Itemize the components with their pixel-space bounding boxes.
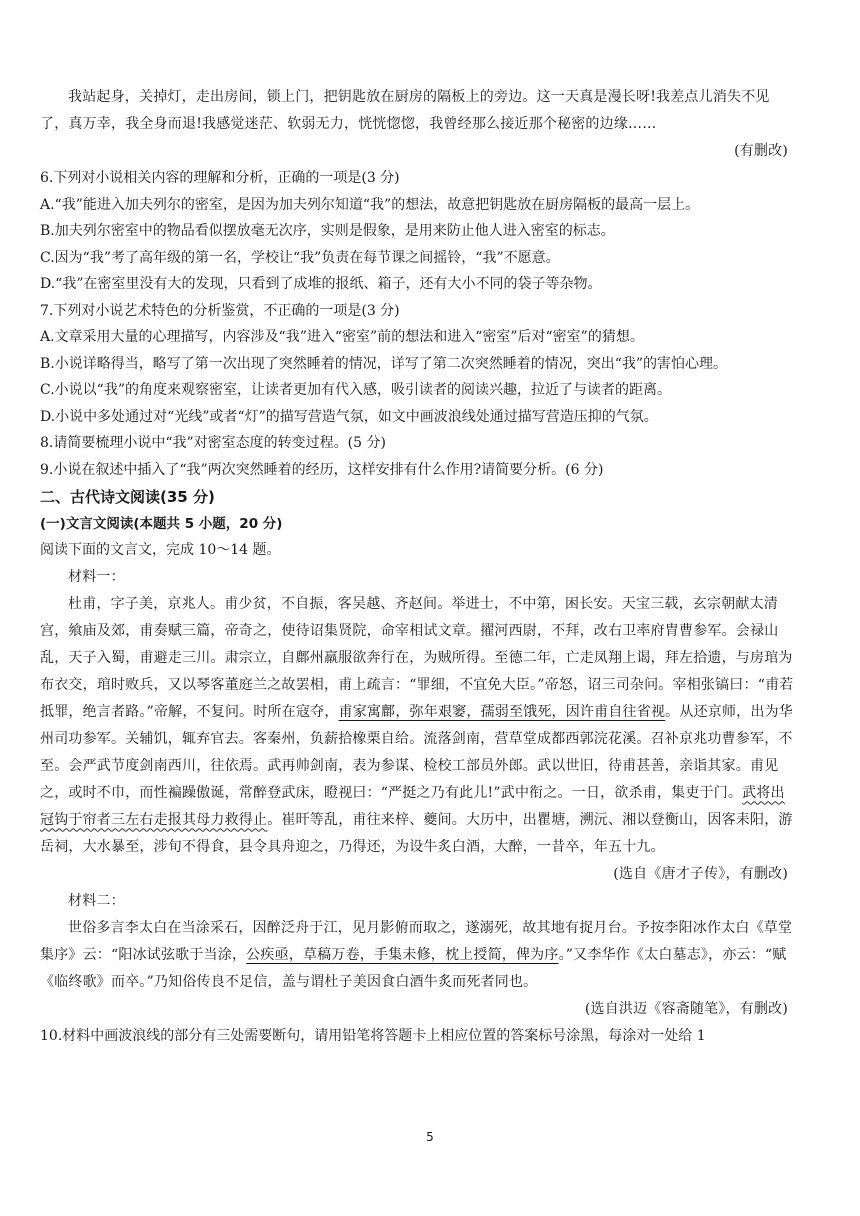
material-1-wavy-line-sentence: 武将出冠钩于帘者三左右走报其母力救得止 bbox=[40, 784, 785, 828]
material-2-text-part-2: 。”又李华作《太白墓志》，亦云：“赋《临终歌》而卒。”乃知俗传良不足信，盖与谓杜子美因食白酒牛炙而死者同也。 bbox=[40, 946, 787, 990]
material-1-text bbox=[40, 591, 794, 861]
question-6 bbox=[40, 165, 794, 298]
material-1-text-part-1: 杜甫，字子美，京兆人。甫少贫，不自振，客吴越、齐赵间。举进士，不中第，困长安。天宝三载，玄宗朝献太清宫，飨庙及郊，甫奏赋三篇，帝奇之，使待诏集贤院，命宰相试文章。擢河西尉，不拜，改右卫率府胄曹参军。会禄山乱，天子入蜀，甫避走三川。肃宗立，自鄜州羸服欲奔行在，为贼所得。至德二年，亡走凤翔上谒，拜左拾遗，与房琯为布衣交，琯时败兵，又以琴客董庭兰之故罢相，甫上疏言：“罪细，不宜免大臣。”帝怒，诏三司杂问。宰相张镐曰：“甫若抵罪，绝言者路。”帝解，不复问。时所在寇夺， bbox=[40, 595, 794, 720]
material-1-label: 材料一： bbox=[68, 568, 125, 585]
question-6-option-b: B.加夫列尔密室中的物品看似摆放毫无次序，实则是假象，是用来防止他人进入密室的标志。 bbox=[40, 223, 615, 239]
section-2-heading: 二、古代诗文阅读(35 分) bbox=[40, 488, 215, 506]
material-1-text-part-2: 。从还京师，出为华州司功参军。关辅饥，辄弃官去。客秦州，负薪拾橡栗自给。流落剑南，营草堂成都西郭浣花溪。召补京兆功曹参军，不至。会严武节度剑南西川，往依焉。武再帅剑南，表为参谋、检校工部员外郎。武以世旧，待甫甚善，亲诣其家。甫见之，或时不巾，而性褊躁傲诞，常醉登武床，瞪视曰：“严挺之乃有此儿!”武中衔之。一日，欲杀甫，集吏于门。 bbox=[40, 703, 793, 801]
material-1-text-part-3: 。崔旰等乱，甫往来梓、夔间。大历中，出瞿塘，溯沅、湘以登衡山，因客耒阳，游岳祠，大水暴至，涉旬不得食，县令具舟迎之，乃得还，为设牛炙白酒，大醉，一昔卒，年五十九。 bbox=[40, 811, 793, 855]
material-1-underlined-sentence: 甫家寓鄜，弥年艰窭，孺弱至饿死，因许甫自往省视 bbox=[338, 703, 666, 720]
material-2-underlined-sentence: 公疾亟，草稿万卷，手集未修，枕上授简，俾为序 bbox=[246, 946, 559, 963]
page-number: 5 bbox=[426, 1130, 434, 1144]
page-content bbox=[40, 84, 794, 1049]
story-source-note: (有删改) bbox=[734, 143, 788, 159]
question-6-stem: 6.下列对小说相关内容的理解和分析，正确的一项是(3 分) bbox=[40, 170, 400, 186]
question-6-option-d: D.“我”在密室里没有大的发现，只看到了成堆的报纸、箱子，还有大小不同的袋子等杂物。 bbox=[40, 276, 602, 292]
question-10: 10.材料中画波浪线的部分有三处需要断句，请用铅笔将答题卡上相应位置的答案标号涂黑，每涂对一处给 1 bbox=[40, 1027, 706, 1044]
question-7-option-c: C.小说以“我”的角度来观察密室，让读者更加有代入感，吸引读者的阅读兴趣，拉近了与读者的距离。 bbox=[40, 382, 671, 398]
question-6-option-a: A.“我”能进入加夫列尔的密室，是因为加夫列尔知道“我”的想法，故意把钥匙放在厨房隔板的最高一层上。 bbox=[40, 196, 700, 213]
question-6-option-c: C.因为“我”考了高年级的第一名，学校让“我”负责在每节课之间摇铃，“我”不愿意。 bbox=[40, 249, 560, 266]
section-2-subheading: (一)文言文阅读(本题共 5 小题，20 分) bbox=[40, 516, 283, 532]
material-2-text bbox=[40, 915, 794, 996]
material-1-source: (选自《唐才子传》，有删改) bbox=[613, 865, 788, 882]
question-7 bbox=[40, 298, 794, 431]
question-7-option-a: A.文章采用大量的心理描写，内容涉及“我”进入“密室”前的想法和进入“密室”后对“密室”的猜想。 bbox=[40, 329, 644, 345]
question-8: 8.请简要梳理小说中“我”对密室态度的转变过程。(5 分) bbox=[40, 435, 386, 451]
story-closing-paragraph: 我站起身，关掉灯，走出房间，锁上门，把钥匙放在厨房的隔板上的旁边。这一天真是漫长呀!我差点儿消失不见了，真万幸，我全身而退!我感觉迷茫、软弱无力，恍恍惚惚，我曾经那么接近那个秘密的边缘…… bbox=[40, 89, 770, 132]
question-7-option-b: B.小说详略得当，略写了第一次出现了突然睡着的情况，详写了第二次突然睡着的情况，突出“我”的害怕心理。 bbox=[40, 355, 728, 372]
material-2-label: 材料二： bbox=[68, 892, 125, 909]
material-2-text-part-1: 世俗多言李太白在当涂采石，因醉泛舟于江，见月影俯而取之，遂溺死，故其地有捉月台。予按李阳冰作太白《草堂集序》云：“阳冰试弦歌于当涂， bbox=[40, 919, 793, 963]
question-7-option-d: D.小说中多处通过对“光线”或者“灯”的描写营造气氛，如文中画波浪线处通过描写营造压抑的气氛。 bbox=[40, 408, 658, 425]
question-7-stem: 7.下列对小说艺术特色的分析鉴赏，不正确的一项是(3 分) bbox=[40, 302, 400, 319]
material-2-source: (选自洪迈《容斋随笔》，有删改) bbox=[584, 1000, 788, 1017]
section-2-instructions: 阅读下面的文言文，完成 10～14 题。 bbox=[40, 542, 281, 558]
question-9: 9.小说在叙述中插入了“我”两次突然睡着的经历，这样安排有什么作用?请简要分析。(6 分) bbox=[40, 461, 604, 478]
